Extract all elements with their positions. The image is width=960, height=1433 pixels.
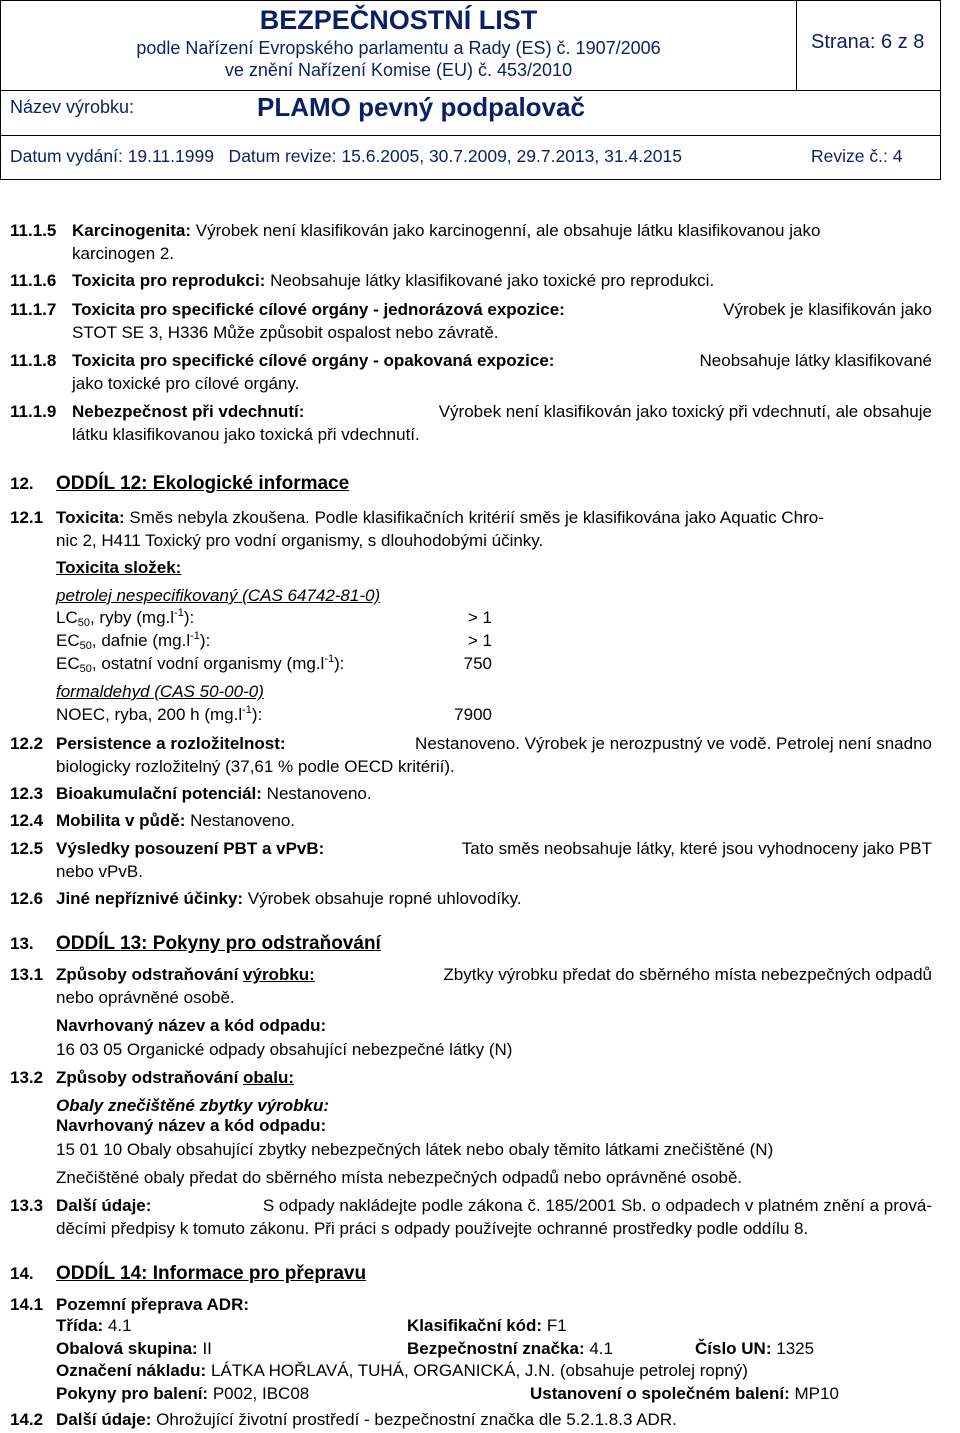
components-title: Toxicita složek: — [56, 558, 182, 577]
text-line: nic 2, H411 Toxický pro vodní organismy, s dlouhodobými účinky. — [56, 531, 544, 550]
label-part: výrobku: — [243, 965, 315, 984]
label-part: obalu: — [243, 1068, 295, 1087]
tox-row-label — [56, 629, 210, 652]
subsection-text — [56, 782, 372, 805]
subsection-number: 14.1 — [10, 1295, 44, 1314]
subsection-number: 12.5 — [10, 839, 44, 858]
text: EC — [56, 654, 80, 673]
subscript: 50 — [79, 663, 92, 675]
subsection-text — [56, 506, 824, 529]
component-name: petrolej nespecifikovaný (CAS 64742-81-0) — [56, 586, 381, 605]
text-line: S odpady nakládejte podle zákona č. 185/2001 Sb. o odpadech v platném znění a prová- — [262, 1196, 932, 1215]
text: ): — [183, 608, 195, 627]
text-line: Nestanoveno. — [266, 784, 372, 803]
subsection-text — [56, 809, 295, 832]
text-line: děcími předpisy k tomuto zákonu. Při práci s odpady používejte ochranné prostředky podle oddílu 8. — [56, 1219, 809, 1238]
adr-field — [695, 1337, 814, 1360]
item-label: Nebezpečnost při vdechnutí: — [72, 402, 305, 421]
text: LC — [56, 608, 78, 627]
tox-row-label — [56, 703, 262, 726]
component-name: formaldehyd (CAS 50-00-0) — [56, 682, 264, 701]
label-part: Způsoby odstraňování — [56, 1068, 239, 1087]
item-text-line: jako toxické pro cílové orgány. — [72, 374, 300, 393]
subsection-text — [56, 887, 522, 910]
waste-code: 15 01 10 Obaly obsahující zbytky nebezpečných látek nebo obaly těmito látkami znečištěné (N) — [56, 1140, 774, 1159]
section-number: 13. — [10, 934, 34, 953]
item-label: Toxicita pro specifické cílové orgány - jednorázová expozice: — [72, 300, 565, 319]
subsection-label: Mobilita v půdě: — [56, 811, 186, 830]
subscript: 50 — [79, 640, 92, 652]
subsection-text — [56, 837, 932, 860]
subsection-text — [56, 963, 932, 986]
subsection-number: 14.2 — [10, 1410, 44, 1429]
item-text-line: Výrobek není klasifikován jako toxický při vdechnutí, ale obsahuje — [438, 402, 932, 421]
text: ): — [199, 631, 211, 650]
adr-value: LÁTKA HOŘLAVÁ, TUHÁ, ORGANICKÁ, J.N. (obsahuje petrolej ropný) — [210, 1361, 748, 1380]
subsection-text — [56, 1408, 677, 1431]
adr-label: Ustanovení o společném balení: — [530, 1384, 790, 1403]
item-label: Toxicita pro reprodukci: — [72, 271, 266, 290]
regulation-line: podle Nařízení Evropského parlamentu a Rady (ES) č. 1907/2006 — [136, 38, 661, 58]
document-header — [0, 0, 941, 180]
tox-row-value: 7900 — [454, 705, 492, 724]
adr-label: Bezpečnostní značka: — [407, 1339, 585, 1358]
subsection-label: Pozemní přeprava ADR: — [56, 1295, 250, 1314]
subsection-text — [56, 732, 932, 755]
item-text — [72, 349, 932, 372]
subsection-number: 13.2 — [10, 1068, 44, 1087]
adr-label: Třída: — [56, 1316, 104, 1335]
product-name: PLAMO pevný podpalovač — [257, 92, 585, 122]
subsection-number: 12.3 — [10, 784, 44, 803]
subsection-label: Bioakumulační potenciál: — [56, 784, 262, 803]
header-divider — [796, 1, 797, 90]
item-number: 11.1.6 — [10, 271, 57, 290]
adr-field — [56, 1337, 212, 1360]
item-number: 11.1.7 — [10, 300, 57, 319]
adr-field — [56, 1359, 748, 1382]
subsection-number: 12.2 — [10, 734, 44, 753]
subsection-label: Toxicita: — [56, 508, 125, 527]
subsection-number: 13.1 — [10, 965, 44, 984]
issue-dates: Datum vydání: 19.11.1999 Datum revize: 15.6.2005, 30.7.2009, 29.7.2013, 31.4.2015 — [10, 146, 682, 166]
subsection-label — [56, 1066, 294, 1089]
item-text-line: látku klasifikovanou jako toxická při vdechnutí. — [72, 425, 420, 444]
page-number: Strana: 6 z 8 — [811, 31, 925, 53]
item-text-line: Neobsahuje látky klasifikované jako toxické pro reprodukci. — [270, 271, 715, 290]
header-rule — [1, 135, 940, 136]
subsection-label: Výsledky posouzení PBT a vPvB: — [56, 839, 325, 858]
text-line: Tato směs neobsahuje látky, které jsou vyhodnoceny jako PBT — [461, 839, 932, 858]
adr-label: Pokyny pro balení: — [56, 1384, 209, 1403]
tox-row-value: 750 — [463, 654, 492, 673]
item-text-line: Neobsahuje látky klasifikované — [699, 351, 932, 370]
adr-field — [530, 1382, 839, 1405]
tox-row-value: > 1 — [467, 631, 492, 650]
waste-code: 16 03 05 Organické odpady obsahující nebezpečné látky (N) — [56, 1040, 513, 1059]
item-label: Toxicita pro specifické cílové orgány - opakovaná expozice: — [72, 351, 555, 370]
superscript: -1 — [324, 653, 335, 665]
adr-field — [56, 1382, 309, 1405]
product-label: Název výrobku: — [10, 97, 135, 117]
header-rule — [1, 90, 940, 91]
subsection-label — [56, 963, 315, 986]
adr-value: II — [202, 1339, 212, 1358]
subsection-number: 12.1 — [10, 508, 44, 527]
tox-row-label — [56, 606, 194, 629]
item-number: 11.1.8 — [10, 351, 57, 370]
text-line: Nestanoveno. — [190, 811, 296, 830]
item-number: 11.1.9 — [10, 402, 57, 421]
item-number: 11.1.5 — [10, 221, 57, 240]
text: ): — [251, 705, 263, 724]
subsection-label: Persistence a rozložitelnost: — [56, 734, 286, 753]
adr-field — [407, 1314, 567, 1337]
text-line: Ohrožující životní prostředí - bezpečnostní značka dle 5.2.1.8.3 ADR. — [156, 1410, 677, 1429]
document-title: BEZPEČNOSTNÍ LIST — [259, 5, 538, 35]
subscript: 50 — [77, 617, 90, 629]
item-text — [72, 400, 932, 423]
adr-label: Klasifikační kód: — [407, 1316, 543, 1335]
text-line: biologicky rozložitelný (37,61 % podle OECD kritérií). — [56, 757, 455, 776]
adr-field — [407, 1337, 613, 1360]
item-text — [72, 298, 932, 321]
section-heading: ODDÍL 14: Informace pro přepravu — [56, 1263, 367, 1284]
text-line: Zbytky výrobku předat do sběrného místa nebezpečných odpadů — [443, 965, 932, 984]
section-heading: ODDÍL 12: Ekologické informace — [56, 473, 350, 494]
item-text — [72, 219, 932, 242]
label-part: Způsoby odstraňování — [56, 965, 239, 984]
text-line: Směs nebyla zkoušena. Podle klasifikačních kritérií směs je klasifikována jako Aquatic Chro- — [129, 508, 824, 527]
waste-code-title: Navrhovaný název a kód odpadu: — [56, 1116, 327, 1135]
subsection-label: Další údaje: — [56, 1196, 152, 1215]
adr-value: P002, IBC08 — [212, 1384, 310, 1403]
text: , ryby (mg.l — [89, 608, 175, 627]
tox-row-label — [56, 652, 344, 675]
item-text-line: karcinogen 2. — [72, 244, 175, 263]
text-line: nebo oprávněné osobě. — [56, 988, 235, 1007]
adr-value: 4.1 — [589, 1339, 613, 1358]
text-line: nebo vPvB. — [56, 862, 143, 881]
subsection-number: 12.6 — [10, 889, 44, 908]
adr-field — [56, 1314, 132, 1337]
subsection-text — [56, 1194, 932, 1217]
item-text — [72, 269, 714, 292]
superscript: -1 — [242, 704, 252, 716]
item-text-line: STOT SE 3, H336 Může způsobit ospalost nebo závratě. — [72, 323, 499, 342]
item-text-line: Výrobek je klasifikován jako — [723, 300, 932, 319]
item-text-line: Výrobek není klasifikován jako karcinogenní, ale obsahuje látku klasifikovanou jako — [195, 221, 821, 240]
section-heading: ODDÍL 13: Pokyny pro odstraňování — [56, 933, 381, 954]
waste-code-title: Navrhovaný název a kód odpadu: — [56, 1016, 327, 1035]
adr-label: Obalová skupina: — [56, 1339, 198, 1358]
text: , ostatní vodní organismy (mg.l — [91, 654, 325, 673]
superscript: -1 — [174, 607, 184, 619]
adr-value: MP10 — [794, 1384, 839, 1403]
adr-label: Číslo UN: — [695, 1339, 772, 1358]
regulation-line: ve znění Nařízení Komise (EU) č. 453/2010 — [224, 60, 573, 80]
subsection-number: 13.3 — [10, 1196, 44, 1215]
text: EC — [56, 631, 80, 650]
subsection-number: 12.4 — [10, 811, 44, 830]
text-line: Nestanoveno. Výrobek je nerozpustný ve vodě. Petrolej není snadno — [415, 734, 932, 753]
text-line: Znečištěné obaly předat do sběrného místa nebezpečných odpadů nebo oprávněné osobě. — [56, 1168, 743, 1187]
adr-value: 1325 — [776, 1339, 815, 1358]
adr-value: F1 — [546, 1316, 567, 1335]
item-label: Karcinogenita: — [72, 221, 192, 240]
tox-row-value: > 1 — [467, 608, 492, 627]
superscript: -1 — [190, 630, 200, 642]
adr-value: 4.1 — [107, 1316, 132, 1335]
text: ): — [334, 654, 345, 673]
section-number: 12. — [10, 474, 34, 493]
subsection-subtitle: Obaly znečištěné zbytky výrobku: — [56, 1096, 330, 1115]
subsection-label: Další údaje: — [56, 1410, 152, 1429]
text: , dafnie (mg.l — [91, 631, 191, 650]
revision-number: Revize č.: 4 — [811, 146, 903, 166]
text-line: Výrobek obsahuje ropné uhlovodíky. — [247, 889, 522, 908]
subsection-label: Jiné nepříznivé účinky: — [56, 889, 244, 908]
section-number: 14. — [10, 1264, 34, 1283]
text: NOEC, ryba, 200 h (mg.l — [56, 705, 243, 724]
adr-label: Označení nákladu: — [56, 1361, 207, 1380]
